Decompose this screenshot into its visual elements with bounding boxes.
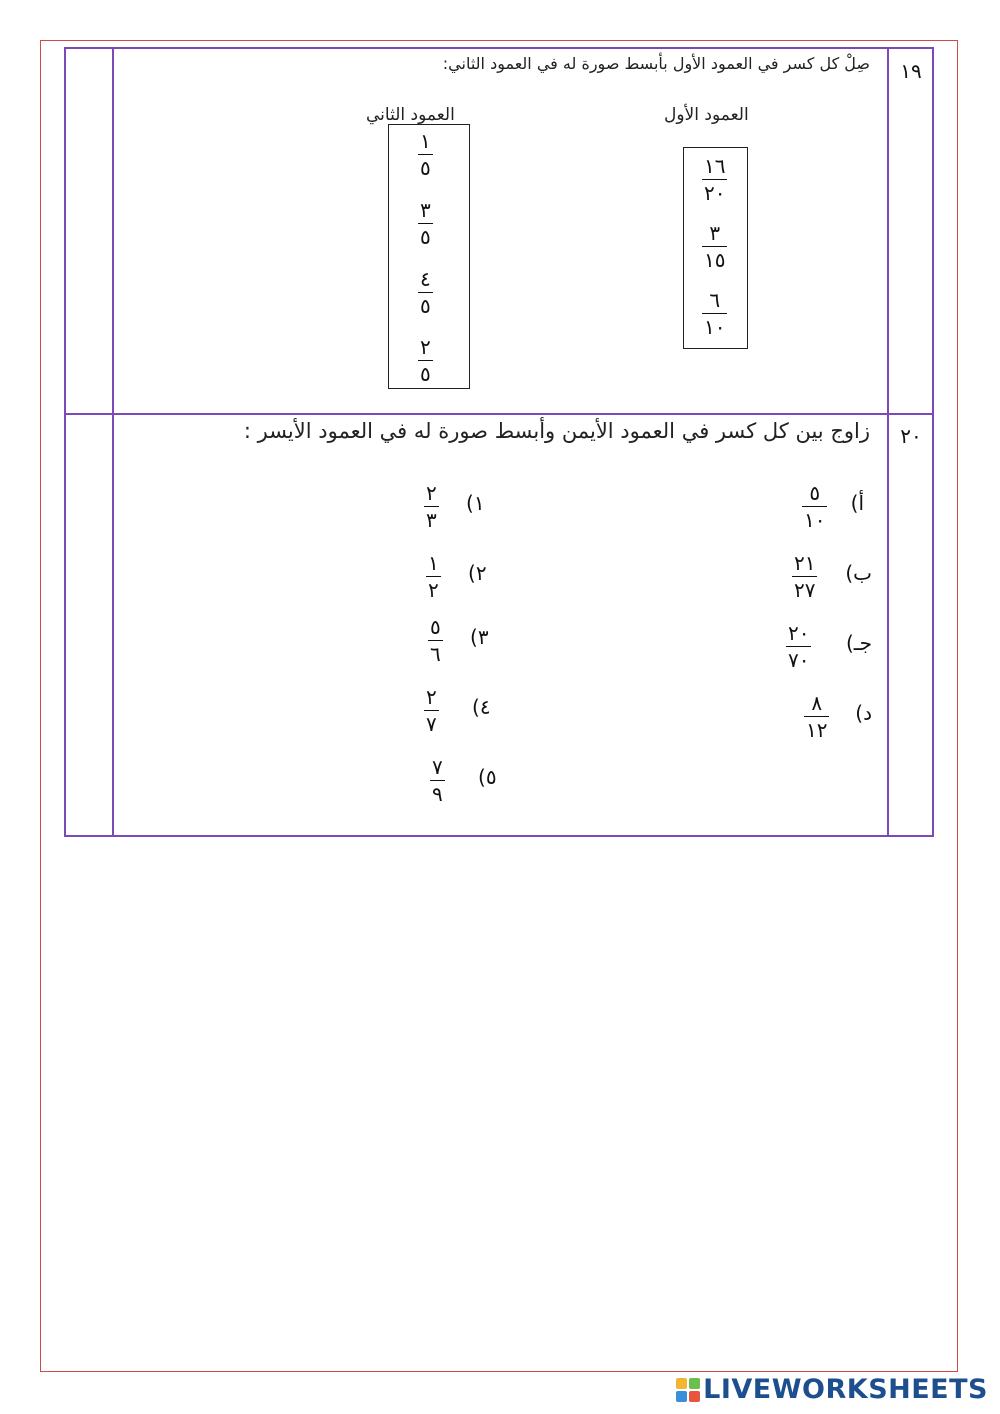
fraction-bar [802, 506, 827, 507]
denominator: ٥ [420, 294, 431, 318]
q20-left-fraction-4 [424, 687, 439, 734]
denominator: ٣ [426, 508, 437, 532]
q19-column2-title: العمود الثاني [366, 105, 455, 125]
numerator: ١ [428, 551, 439, 575]
q20-right-fraction-c [786, 623, 811, 670]
denominator: ٧٠ [788, 648, 810, 672]
numerator: ٢ [426, 685, 437, 709]
q20-right-label-c: جـ) [845, 631, 872, 655]
q19-column1-box [683, 147, 748, 349]
question-19-number: ١٩ [900, 59, 922, 83]
column-divider-left [112, 49, 114, 835]
fraction-bar [786, 646, 811, 647]
question-20-number: ٢٠ [900, 424, 922, 448]
denominator: ٢٠ [704, 181, 726, 205]
denominator: ١٥ [704, 248, 726, 272]
q20-left-fraction-1 [424, 483, 439, 530]
fraction-bar [418, 360, 433, 361]
numerator: ٤ [420, 267, 431, 291]
numerator: ٥ [430, 615, 441, 639]
question-19-instruction: صِلْ كل كسر في العمود الأول بأبسط صورة له في العمود الثاني: [442, 54, 870, 73]
numerator: ٢ [420, 335, 431, 359]
q20-right-label-a: أ) [850, 491, 864, 515]
numerator: ٢ [426, 481, 437, 505]
q19-col2-fraction-1 [418, 131, 433, 178]
logo-square [676, 1391, 687, 1402]
logo-text: LIVEWORKSHEETS [703, 1374, 988, 1405]
q19-col2-fraction-3 [418, 269, 433, 316]
q19-col1-fraction-3 [702, 290, 727, 337]
q19-col1-fraction-2 [702, 223, 727, 270]
denominator: ١٠ [804, 508, 826, 532]
numerator: ٧ [432, 755, 443, 779]
logo-square [689, 1378, 700, 1389]
denominator: ٥ [420, 156, 431, 180]
fraction-bar [702, 179, 727, 180]
questions-table [64, 47, 934, 837]
q20-right-fraction-d [804, 693, 829, 740]
numerator: ٢٠ [788, 621, 810, 645]
fraction-bar [792, 576, 817, 577]
fraction-bar [804, 716, 829, 717]
fraction-bar [428, 640, 443, 641]
q20-right-fraction-b [792, 553, 817, 600]
fraction-bar [424, 506, 439, 507]
q20-left-label-5: ٥) [478, 765, 497, 789]
q20-right-label-b: ب) [845, 561, 872, 585]
denominator: ٢٧ [794, 578, 816, 602]
fraction-bar [702, 313, 727, 314]
denominator: ٦ [430, 642, 441, 666]
logo-square [689, 1391, 700, 1402]
q20-left-fraction-3 [428, 617, 443, 664]
denominator: ٩ [432, 782, 443, 806]
fraction-bar [418, 223, 433, 224]
denominator: ٥ [420, 225, 431, 249]
row-divider [66, 413, 932, 415]
q20-left-label-4: ٤) [472, 695, 491, 719]
denominator: ٧ [426, 712, 437, 736]
q20-right-label-d: د) [855, 701, 872, 725]
fraction-bar [426, 576, 441, 577]
q19-col1-fraction-1 [702, 156, 727, 203]
q20-left-fraction-5 [430, 757, 445, 804]
q20-left-fraction-2 [426, 553, 441, 600]
denominator: ٢ [428, 578, 439, 602]
q19-column2-box [388, 124, 470, 389]
fraction-bar [418, 154, 433, 155]
denominator: ٥ [420, 362, 431, 386]
q19-col2-fraction-4 [418, 337, 433, 384]
logo-grid-icon [676, 1378, 700, 1402]
liveworksheets-logo [676, 1374, 988, 1405]
denominator: ١٠ [704, 315, 726, 339]
q20-left-label-1: ١) [466, 491, 485, 515]
numerator: ١ [420, 129, 431, 153]
denominator: ١٢ [806, 718, 828, 742]
q20-left-label-3: ٣) [470, 625, 489, 649]
fraction-bar [430, 780, 445, 781]
numerator: ٨ [811, 691, 823, 715]
numerator: ٢١ [794, 551, 816, 575]
q20-right-fraction-a [802, 483, 827, 530]
question-20-instruction: زاوج بين كل كسر في العمود الأيمن وأبسط صورة له في العمود الأيسر : [243, 419, 870, 443]
numerator: ٣ [420, 198, 431, 222]
numerator: ٣ [709, 221, 721, 245]
q19-column1-title: العمود الأول [664, 105, 749, 125]
fraction-bar [424, 710, 439, 711]
numerator: ٦ [709, 288, 721, 312]
fraction-bar [702, 246, 727, 247]
q19-col2-fraction-2 [418, 200, 433, 247]
numerator: ٥ [809, 481, 821, 505]
numerator: ١٦ [704, 154, 726, 178]
fraction-bar [418, 292, 433, 293]
logo-square [676, 1378, 687, 1389]
q20-left-label-2: ٢) [468, 561, 487, 585]
